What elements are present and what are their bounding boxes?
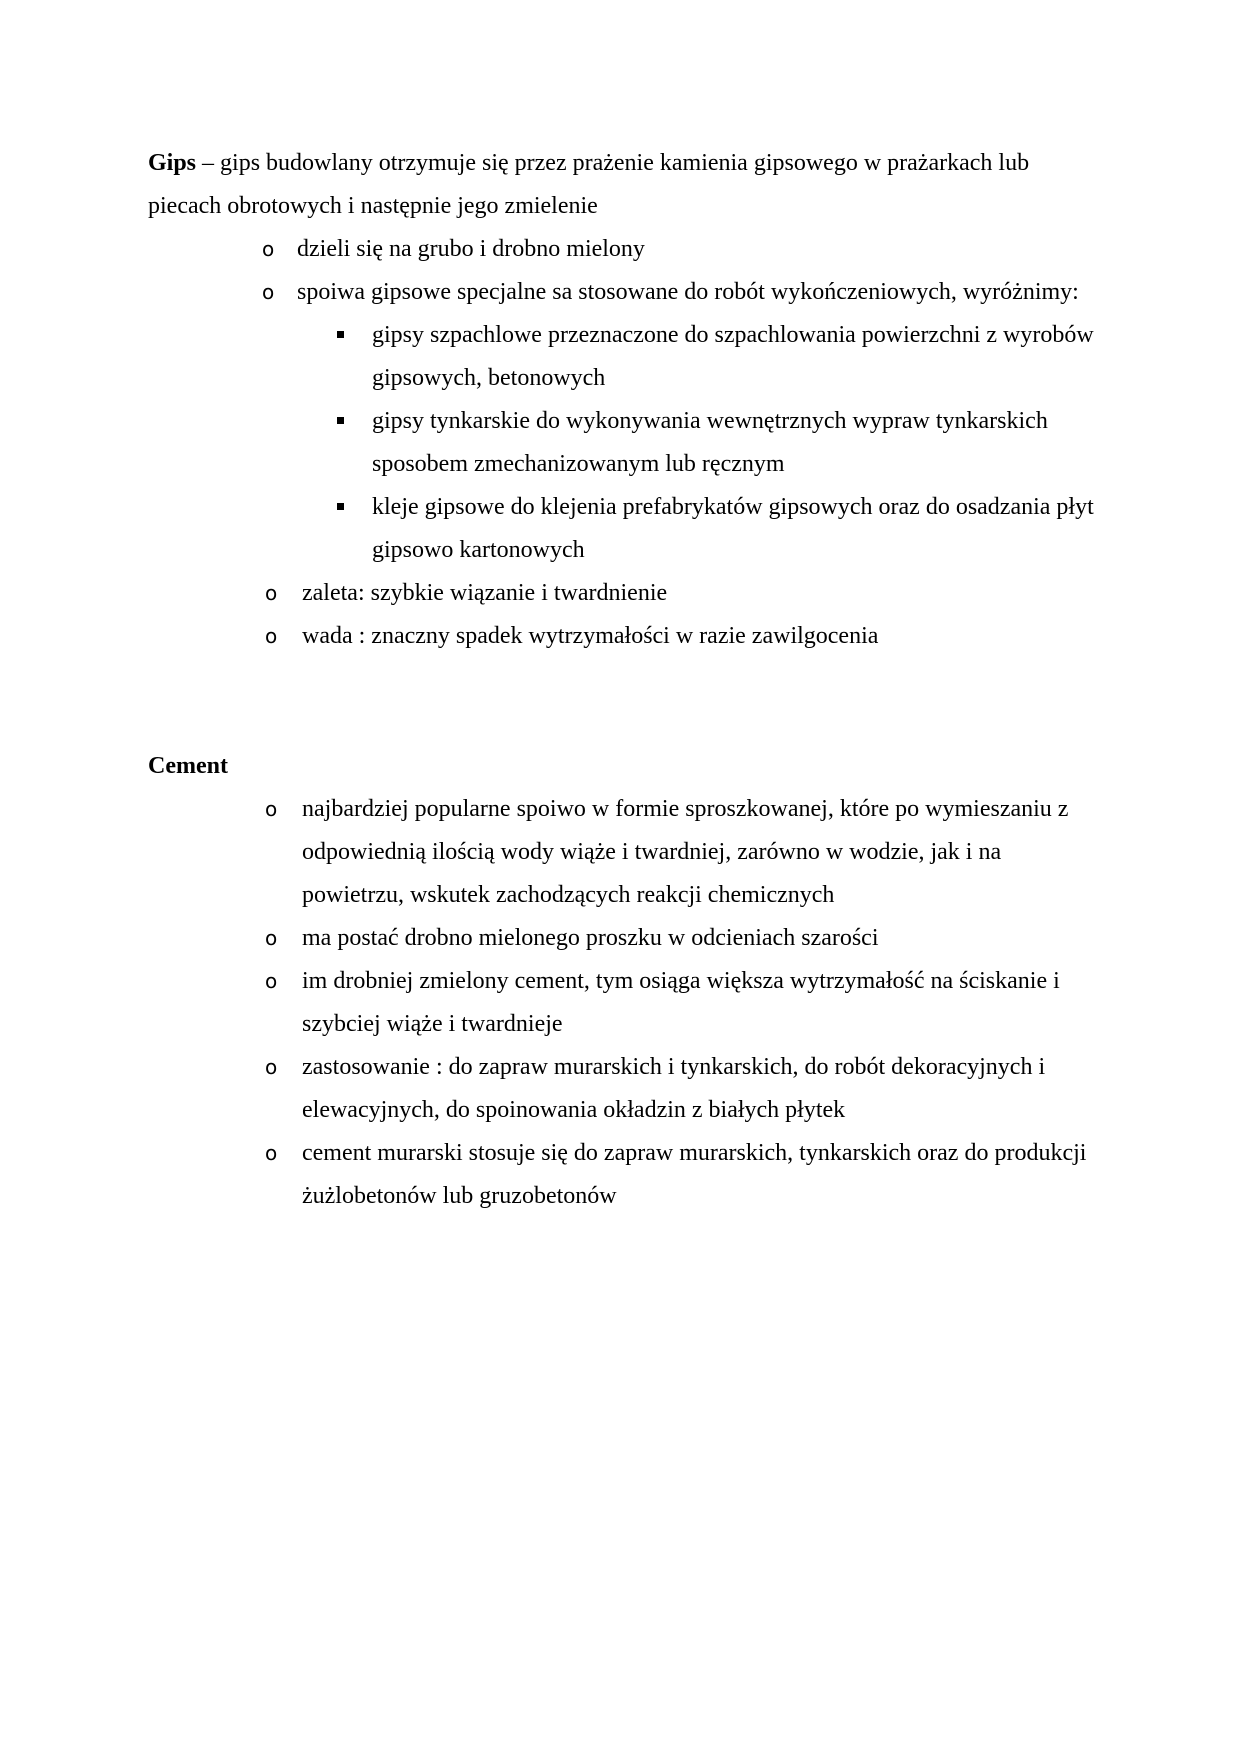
list-item [148, 788, 1098, 917]
list-item-text: zaleta: szybkie wiązanie i twardnienie [302, 580, 668, 606]
list-item-text: im drobniej zmielony cement, tym osiąga większa wytrzymałość na ściskanie i szybciej wiąże i twardnieje [302, 968, 1060, 1037]
gips-list [148, 228, 1098, 572]
circle-bullet-icon: o [265, 1141, 278, 1165]
list-item [148, 271, 1098, 314]
section-gips [148, 142, 1098, 658]
square-bullet-icon [337, 417, 344, 424]
sublist-item-text: gipsy szpachlowe przeznaczone do szpachlowania powierzchni z wyrobów gipsowych, betonowych [372, 322, 1094, 391]
gips-intro [148, 142, 1098, 228]
list-item [148, 960, 1098, 1046]
circle-bullet-icon: o [262, 237, 275, 261]
cement-heading: Cement [148, 753, 228, 779]
sublist-item [148, 400, 1098, 486]
list-item [148, 1132, 1098, 1218]
sublist-item-text: gipsy tynkarskie do wykonywania wewnętrznych wypraw tynkarskich sposobem zmechanizowanym lub ręcznym [372, 408, 1048, 477]
circle-bullet-icon: o [265, 1055, 278, 1079]
list-item-text: spoiwa gipsowe specjalne sa stosowane do robót wykończeniowych, wyróżnimy: [297, 279, 1079, 305]
list-item [148, 572, 1098, 615]
list-item-text: wada : znaczny spadek wytrzymałości w razie zawilgocenia [302, 623, 879, 649]
sublist-item [148, 486, 1098, 572]
square-bullet-icon [337, 331, 344, 338]
list-item-text: dzieli się na grubo i drobno mielony [297, 236, 645, 262]
list-item-text: najbardziej popularne spoiwo w formie sproszkowanej, które po wymieszaniu z odpowiednią ilością wody wiąże i twardniej, zarówno w wodzie, jak i na powietrzu, wskutek zachodzących reakcji chemicznych [302, 796, 1069, 908]
circle-bullet-icon: o [265, 624, 278, 648]
sublist-item [148, 314, 1098, 400]
gips-intro-text: – gips budowlany otrzymuje się przez prażenie kamienia gipsowego w prażarkach lub piecach obrotowych i następnie jego zmielenie [148, 150, 1030, 219]
sublist-item-text: kleje gipsowe do klejenia prefabrykatów gipsowych oraz do osadzania płyt gipsowo kartonowych [372, 494, 1094, 563]
list-item-text: ma postać drobno mielonego proszku w odcieniach szarości [302, 925, 879, 951]
list-item-text: cement murarski stosuje się do zapraw murarskich, tynkarskich oraz do produkcji żużlobetonów lub gruzobetonów [302, 1140, 1087, 1209]
circle-bullet-icon: o [262, 280, 275, 304]
cement-list [148, 788, 1098, 1218]
list-item-text: zastosowanie : do zapraw murarskich i tynkarskich, do robót dekoracyjnych i elewacyjnych, do spoinowania okładzin z białych płytek [302, 1054, 1046, 1123]
circle-bullet-icon: o [265, 926, 278, 950]
list-item [148, 615, 1098, 658]
circle-bullet-icon: o [265, 581, 278, 605]
gips-sublist-container [148, 314, 1098, 572]
list-item [148, 1046, 1098, 1132]
gips-term: Gips [148, 150, 197, 176]
section-cement [148, 745, 1098, 1218]
circle-bullet-icon: o [265, 797, 278, 821]
gips-sublist [148, 314, 1098, 572]
square-bullet-icon [337, 503, 344, 510]
gips-list-after [148, 572, 1098, 658]
list-item [148, 917, 1098, 960]
circle-bullet-icon: o [265, 969, 278, 993]
list-item [148, 228, 1098, 271]
